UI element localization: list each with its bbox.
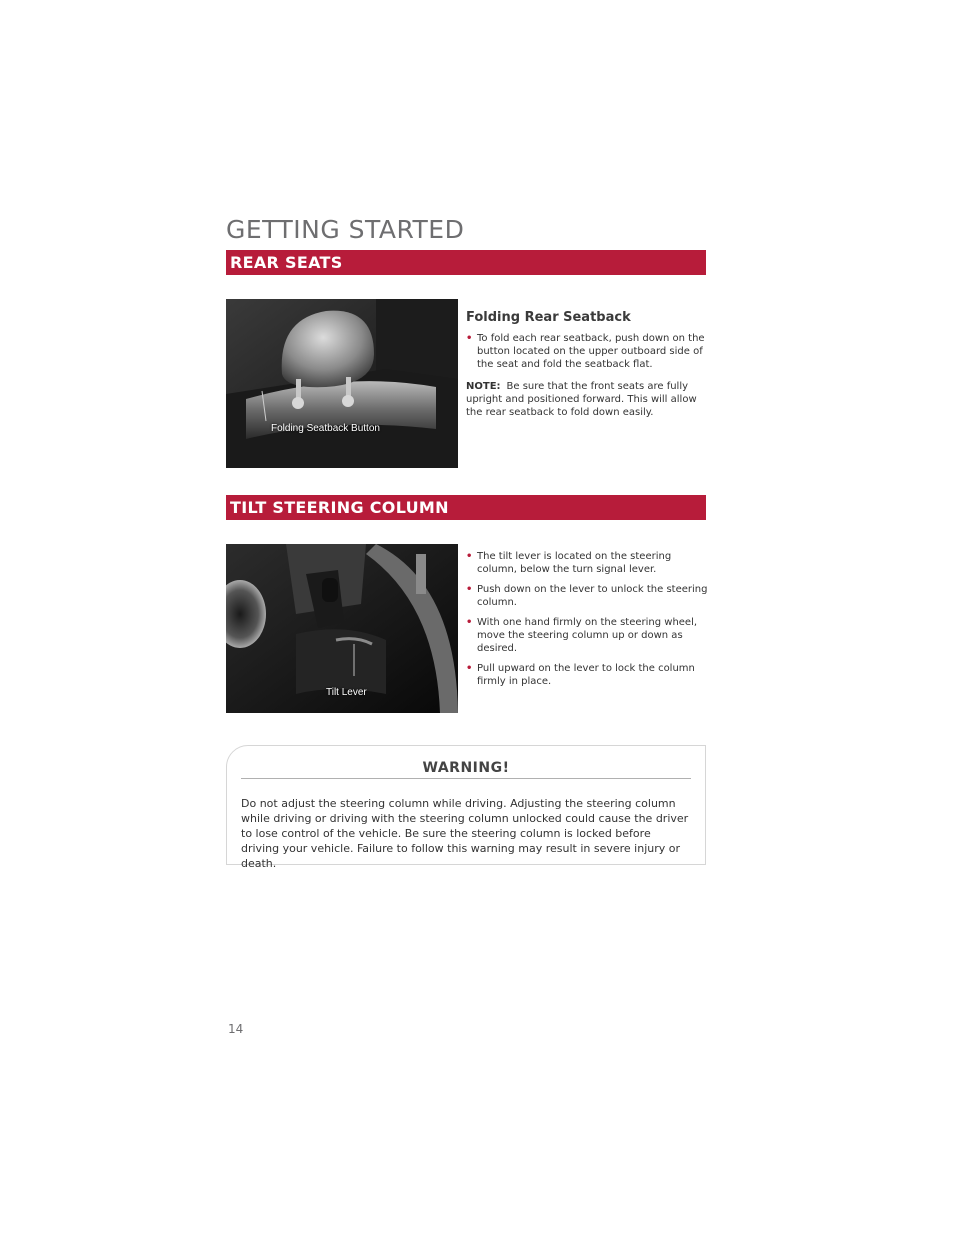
- list-item: • Push down on the lever to unlock the steering column.: [466, 584, 708, 608]
- tilt-steering-bullets: [466, 550, 708, 688]
- list-item: • With one hand firmly on the steering wheel, move the steering column up or down as desired.: [466, 617, 698, 654]
- rear-seat-photo-label: Folding Seatback Button: [271, 423, 380, 434]
- rear-seats-bullets: [466, 332, 708, 371]
- warning-text: Do not adjust the steering column while driving. Adjusting the steering column while driving or driving with the steering column unlocked could cause the driver to lose control of the vehicle. Be sure the steering column is locked before driving your vehicle. Failure to follow this warning may result in severe injury or death.: [241, 797, 689, 870]
- rear-seat-photo-image: [226, 299, 458, 468]
- note-text: Be sure that the front seats are fully upright and positioned forward. This will allow the rear seatback to fold down easily.: [466, 381, 697, 418]
- warning-divider: [241, 778, 691, 779]
- folding-rear-seatback-subheading: Folding Rear Seatback: [466, 310, 631, 325]
- note-label: NOTE:: [466, 381, 501, 392]
- page-number: 14: [228, 1022, 244, 1036]
- warning-title: WARNING!: [422, 760, 510, 776]
- list-item: • Pull upward on the lever to lock the column firmly in place.: [466, 663, 695, 687]
- tilt-steering-text: [466, 550, 708, 695]
- rear-seats-note: [466, 380, 708, 419]
- tilt-steering-heading: TILT STEERING COLUMN: [226, 495, 706, 520]
- rear-seat-photo: [226, 299, 458, 468]
- tilt-lever-photo-label: Tilt Lever: [326, 687, 367, 698]
- warning-box: [226, 745, 706, 870]
- list-item: • To fold each rear seatback, push down on the button located on the upper outboard side of the seat and fold the seatback flat.: [466, 333, 705, 370]
- tilt-lever-photo: [226, 544, 458, 713]
- list-item: • The tilt lever is located on the steering column, below the turn signal lever.: [466, 551, 672, 575]
- rear-seats-text: [466, 311, 708, 419]
- chapter-title: GETTING STARTED: [226, 215, 465, 244]
- rear-seats-heading: REAR SEATS: [226, 250, 706, 275]
